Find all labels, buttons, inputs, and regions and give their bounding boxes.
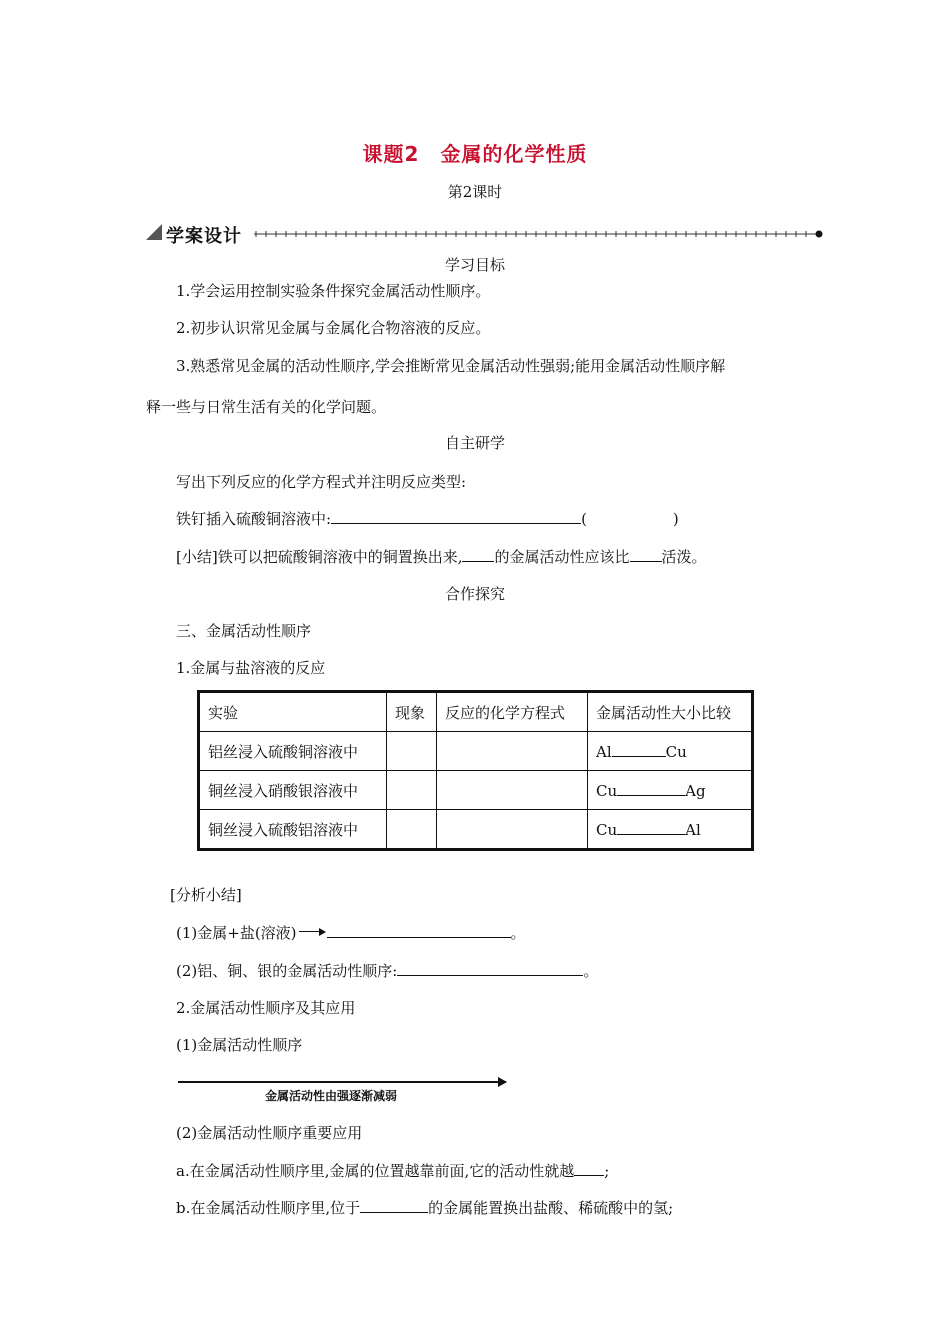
application-b-text: b.在金属活动性顺序里,位于 — [176, 1199, 361, 1217]
application-b-blank[interactable] — [360, 1198, 428, 1213]
metal-left: Cu — [596, 781, 618, 800]
goals-heading: 学习目标 — [444, 256, 505, 274]
subsection-1-heading: 1.金属与盐溶液的反应 — [176, 659, 326, 677]
metal-right: Al — [685, 820, 701, 839]
table-row — [199, 732, 753, 771]
application-a-end: ; — [604, 1162, 610, 1180]
goal-item-2: 2.初步认识常见金属与金属化合物溶液的反应。 — [176, 319, 491, 337]
table-header-row — [199, 692, 753, 732]
experiment-cell: 铝丝浸入硫酸铜溶液中 — [199, 732, 387, 771]
header-activity-compare: 金属活动性大小比较 — [588, 692, 753, 732]
analysis-heading: [分析小结] — [170, 886, 242, 904]
subsection-2-2: (2)金属活动性顺序重要应用 — [176, 1124, 363, 1142]
goal-item-3: 3.熟悉常见金属的活动性顺序,学会推断常见金属活动性强弱;能用金属活动性顺序解 — [176, 357, 726, 375]
reaction-label: 铁钉插入硫酸铜溶液中: — [176, 510, 332, 528]
analysis-item-2-end: 。 — [583, 962, 599, 980]
paren-close: ) — [672, 510, 679, 528]
metal-left: Al — [596, 742, 612, 761]
dotted-rule — [254, 222, 826, 246]
application-a-blank[interactable] — [574, 1161, 604, 1176]
summary-text-a: [小结]铁可以把硫酸铜溶液中的铜置换出来, — [176, 548, 463, 566]
application-a — [176, 1160, 609, 1181]
banner-label: 学案设计 — [166, 226, 242, 247]
section-3-heading: 三、金属活动性顺序 — [176, 622, 312, 640]
table-row — [199, 810, 753, 850]
analysis-item-1-label: (1)金属+盐(溶液) — [176, 924, 297, 942]
arrow-right-icon — [498, 1077, 507, 1087]
header-phenomenon: 现象 — [387, 692, 437, 732]
metal-left: Cu — [596, 820, 618, 839]
compare-cell — [588, 771, 753, 810]
summary-blank-1[interactable] — [462, 547, 494, 562]
analysis-item-1-end: 。 — [510, 924, 526, 942]
experiment-table — [197, 690, 754, 851]
analysis-item-2 — [176, 960, 598, 981]
goal-item-3-cont: 释一些与日常生活有关的化学问题。 — [146, 398, 387, 416]
summary-text-c: 活泼。 — [661, 548, 707, 566]
compare-blank[interactable] — [617, 820, 685, 835]
banner-triangle-icon — [146, 224, 162, 240]
analysis-blank-2[interactable] — [397, 961, 583, 976]
table-row — [199, 771, 753, 810]
coop-heading: 合作探究 — [444, 585, 505, 603]
page-title: 课题2 金属的化学性质 — [362, 142, 588, 166]
application-b-text-2: 的金属能置换出盐酸、稀硫酸中的氢; — [428, 1199, 674, 1217]
compare-blank[interactable] — [612, 742, 666, 757]
application-a-text: a.在金属活动性顺序里,金属的位置越靠前面,它的活动性就越 — [176, 1162, 575, 1180]
activity-arrow-label: 金属活动性由强逐渐减弱 — [265, 1089, 398, 1103]
experiment-cell: 铜丝浸入硫酸铝溶液中 — [199, 810, 387, 850]
equation-blank[interactable] — [331, 509, 581, 524]
analysis-item-2-label: (2)铝、铜、银的金属活动性顺序: — [176, 962, 398, 980]
lesson-subtitle: 第2课时 — [447, 183, 503, 201]
subsection-2-heading: 2.金属活动性顺序及其应用 — [176, 999, 356, 1017]
phenomenon-cell[interactable] — [387, 732, 437, 771]
equation-cell[interactable] — [437, 771, 588, 810]
analysis-blank-1[interactable] — [327, 923, 511, 938]
application-b — [176, 1197, 673, 1218]
compare-blank[interactable] — [617, 781, 685, 796]
selfstudy-prompt: 写出下列反应的化学方程式并注明反应类型: — [176, 473, 467, 491]
subsection-2-1: (1)金属活动性顺序 — [176, 1036, 303, 1054]
phenomenon-cell[interactable] — [387, 771, 437, 810]
section-banner — [146, 222, 824, 246]
experiment-cell: 铜丝浸入硝酸银溶液中 — [199, 771, 387, 810]
selfstudy-heading: 自主研学 — [444, 434, 505, 452]
summary-line — [176, 546, 707, 567]
phenomenon-cell[interactable] — [387, 810, 437, 850]
analysis-item-1 — [176, 922, 526, 943]
reaction-line — [176, 508, 679, 529]
compare-cell — [588, 732, 753, 771]
goal-item-1: 1.学会运用控制实验条件探究金属活动性顺序。 — [176, 282, 491, 300]
summary-blank-2[interactable] — [630, 547, 662, 562]
header-equation: 反应的化学方程式 — [437, 692, 588, 732]
compare-cell — [588, 810, 753, 850]
activity-arrow-line — [178, 1081, 506, 1083]
equation-cell[interactable] — [437, 810, 588, 850]
header-experiment: 实验 — [199, 692, 387, 732]
summary-text-b: 的金属活动性应该比 — [494, 548, 630, 566]
paren-open: ( — [581, 510, 587, 528]
metal-right: Cu — [665, 742, 687, 761]
equation-cell[interactable] — [437, 732, 588, 771]
metal-right: Ag — [685, 781, 706, 800]
arrow-icon — [297, 924, 327, 938]
